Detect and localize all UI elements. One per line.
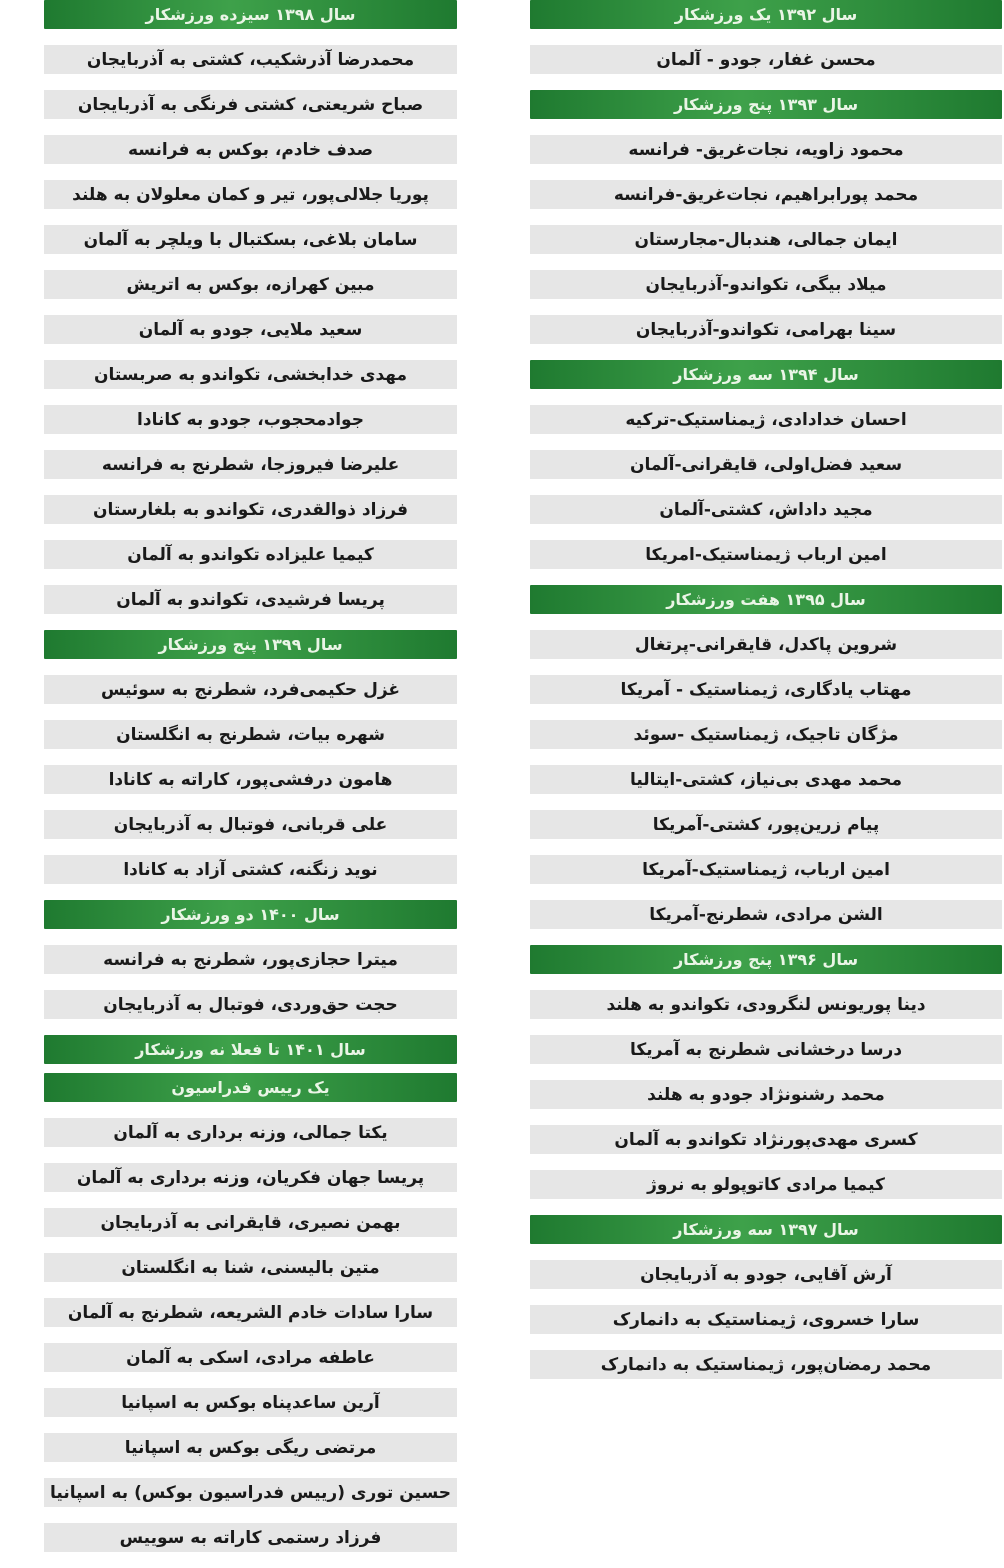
year-header: سال ۱۳۹۳ پنج ورزشکار — [530, 90, 1002, 119]
athlete-row: حسین توری (رییس فدراسیون بوکس) به اسپانیا — [44, 1478, 457, 1507]
athlete-row: فرزاد رستمی کاراته به سوییس — [44, 1523, 457, 1552]
year-header: سال ۱۳۹۶ پنج ورزشکار — [530, 945, 1002, 974]
athlete-row: محمد رمضان‌پور، ژیمناستیک به دانمارک — [530, 1350, 1002, 1379]
athlete-row: یکتا جمالی، وزنه برداری به آلمان — [44, 1118, 457, 1147]
athlete-row: شروین پاکدل، قایقرانی-پرتغال — [530, 630, 1002, 659]
athlete-row: مبین کهرازه، بوکس به اتریش — [44, 270, 457, 299]
athlete-row: مرتضی ریگی بوکس به اسپانیا — [44, 1433, 457, 1462]
athlete-row: الشن مرادی، شطرنج-آمریکا — [530, 900, 1002, 929]
athlete-row: مجید داداش، کشتی-آلمان — [530, 495, 1002, 524]
athlete-row: مژگان تاجیک، ژیمناستیک -سوئد — [530, 720, 1002, 749]
athlete-row: محمدرضا آذرشکیب، کشتی به آذربایجان — [44, 45, 457, 74]
athlete-row: بهمن نصیری، قایقرانی به آذربایجان — [44, 1208, 457, 1237]
year-header: یک رییس فدراسیون — [44, 1073, 457, 1102]
athlete-row: متین بالیسنی، شنا به انگلستان — [44, 1253, 457, 1282]
year-header: سال ۱۳۹۷ سه ورزشکار — [530, 1215, 1002, 1244]
athlete-row: عاطفه مرادی، اسکی به آلمان — [44, 1343, 457, 1372]
athlete-row: پیام زرین‌پور، کشتی-آمریکا — [530, 810, 1002, 839]
year-header: سال ۱۳۹۵ هفت ورزشکار — [530, 585, 1002, 614]
athlete-row: سینا بهرامی، تکواندو-آذربایجان — [530, 315, 1002, 344]
athlete-row: جوادمحجوب، جودو به کانادا — [44, 405, 457, 434]
year-header: سال ۱۳۹۴ سه ورزشکار — [530, 360, 1002, 389]
athlete-row: شهره بیات، شطرنج به انگلستان — [44, 720, 457, 749]
athlete-row: فرزاد ذوالقدری، تکواندو به بلغارستان — [44, 495, 457, 524]
athlete-row: سارا سادات خادم الشریعه، شطرنج به آلمان — [44, 1298, 457, 1327]
athlete-row: کیمیا مرادی کاتوپولو به نروژ — [530, 1170, 1002, 1199]
right-column — [530, 0, 1002, 1395]
athlete-row: محمد پورابراهیم، نجات‌غریق-فرانسه — [530, 180, 1002, 209]
athlete-row: صباح شریعتی، کشتی فرنگی به آذربایجان — [44, 90, 457, 119]
year-header: سال ۱۳۹۸ سیزده ورزشکار — [44, 0, 457, 29]
athlete-row: کسری مهدی‌پورنژاد تکواندو به آلمان — [530, 1125, 1002, 1154]
athlete-row: دینا پوریونس لنگرودی، تکواندو به هلند — [530, 990, 1002, 1019]
athlete-row: حجت حق‌وردی، فوتبال به آذربایجان — [44, 990, 457, 1019]
athlete-row: درسا درخشانی شطرنج به آمریکا — [530, 1035, 1002, 1064]
athlete-row: امین ارباب ژیمناستیک-امریکا — [530, 540, 1002, 569]
athlete-row: علی قربانی، فوتبال به آذربایجان — [44, 810, 457, 839]
athlete-row: احسان خدادادی، ژیمناستیک-ترکیه — [530, 405, 1002, 434]
year-header: سال ۱۳۹۲ یک ورزشکار — [530, 0, 1002, 29]
athlete-row: محسن غفار، جودو - آلمان — [530, 45, 1002, 74]
athlete-row: پوریا جلالی‌پور، تیر و کمان معلولان به هلند — [44, 180, 457, 209]
athlete-row: میترا حجازی‌پور، شطرنج به فرانسه — [44, 945, 457, 974]
athlete-row: ایمان جمالی، هندبال-مجارستان — [530, 225, 1002, 254]
year-header: سال ۱۴۰۰ دو ورزشکار — [44, 900, 457, 929]
athlete-row: مهتاب یادگاری، ژیمناستیک - آمریکا — [530, 675, 1002, 704]
athlete-row: محمود زاویه، نجات‌غریق- فرانسه — [530, 135, 1002, 164]
athlete-row: غزل حکیمی‌فرد، شطرنج به سوئیس — [44, 675, 457, 704]
athlete-row: آرش آقایی، جودو به آذربایجان — [530, 1260, 1002, 1289]
athlete-row: علیرضا فیروزجا، شطرنج به فرانسه — [44, 450, 457, 479]
athlete-row: پریسا جهان فکریان، وزنه برداری به آلمان — [44, 1163, 457, 1192]
athlete-row: نوید زنگنه، کشتی آزاد به کانادا — [44, 855, 457, 884]
athlete-row: سارا خسروی، ژیمناستیک به دانمارک — [530, 1305, 1002, 1334]
athlete-row: مهدی خدابخشی، تکواندو به صربستان — [44, 360, 457, 389]
athlete-row: سعید ملایی، جودو به آلمان — [44, 315, 457, 344]
athlete-row: محمد رشنونژاد جودو به هلند — [530, 1080, 1002, 1109]
athlete-row: میلاد بیگی، تکواندو-آذربایجان — [530, 270, 1002, 299]
year-header: سال ۱۴۰۱ تا فعلا نه ورزشکار — [44, 1035, 457, 1064]
year-header: سال ۱۳۹۹ پنج ورزشکار — [44, 630, 457, 659]
athlete-row: سامان بلاغی، بسکتبال با ویلچر به آلمان — [44, 225, 457, 254]
athlete-row: پریسا فرشیدی، تکواندو به آلمان — [44, 585, 457, 614]
athlete-row: سعید فضل‌اولی، قایقرانی-آلمان — [530, 450, 1002, 479]
athlete-row: هامون درفشی‌پور، کاراته به کانادا — [44, 765, 457, 794]
athlete-row: صدف خادم، بوکس به فرانسه — [44, 135, 457, 164]
athlete-row: کیمیا علیزاده تکواندو به آلمان — [44, 540, 457, 569]
athlete-row: آرین ساعدپناه بوکس به اسپانیا — [44, 1388, 457, 1417]
athlete-row: محمد مهدی بی‌نیاز، کشتی-ایتالیا — [530, 765, 1002, 794]
athlete-row: امین ارباب، ژیمناستیک-آمریکا — [530, 855, 1002, 884]
left-column — [44, 0, 457, 1568]
